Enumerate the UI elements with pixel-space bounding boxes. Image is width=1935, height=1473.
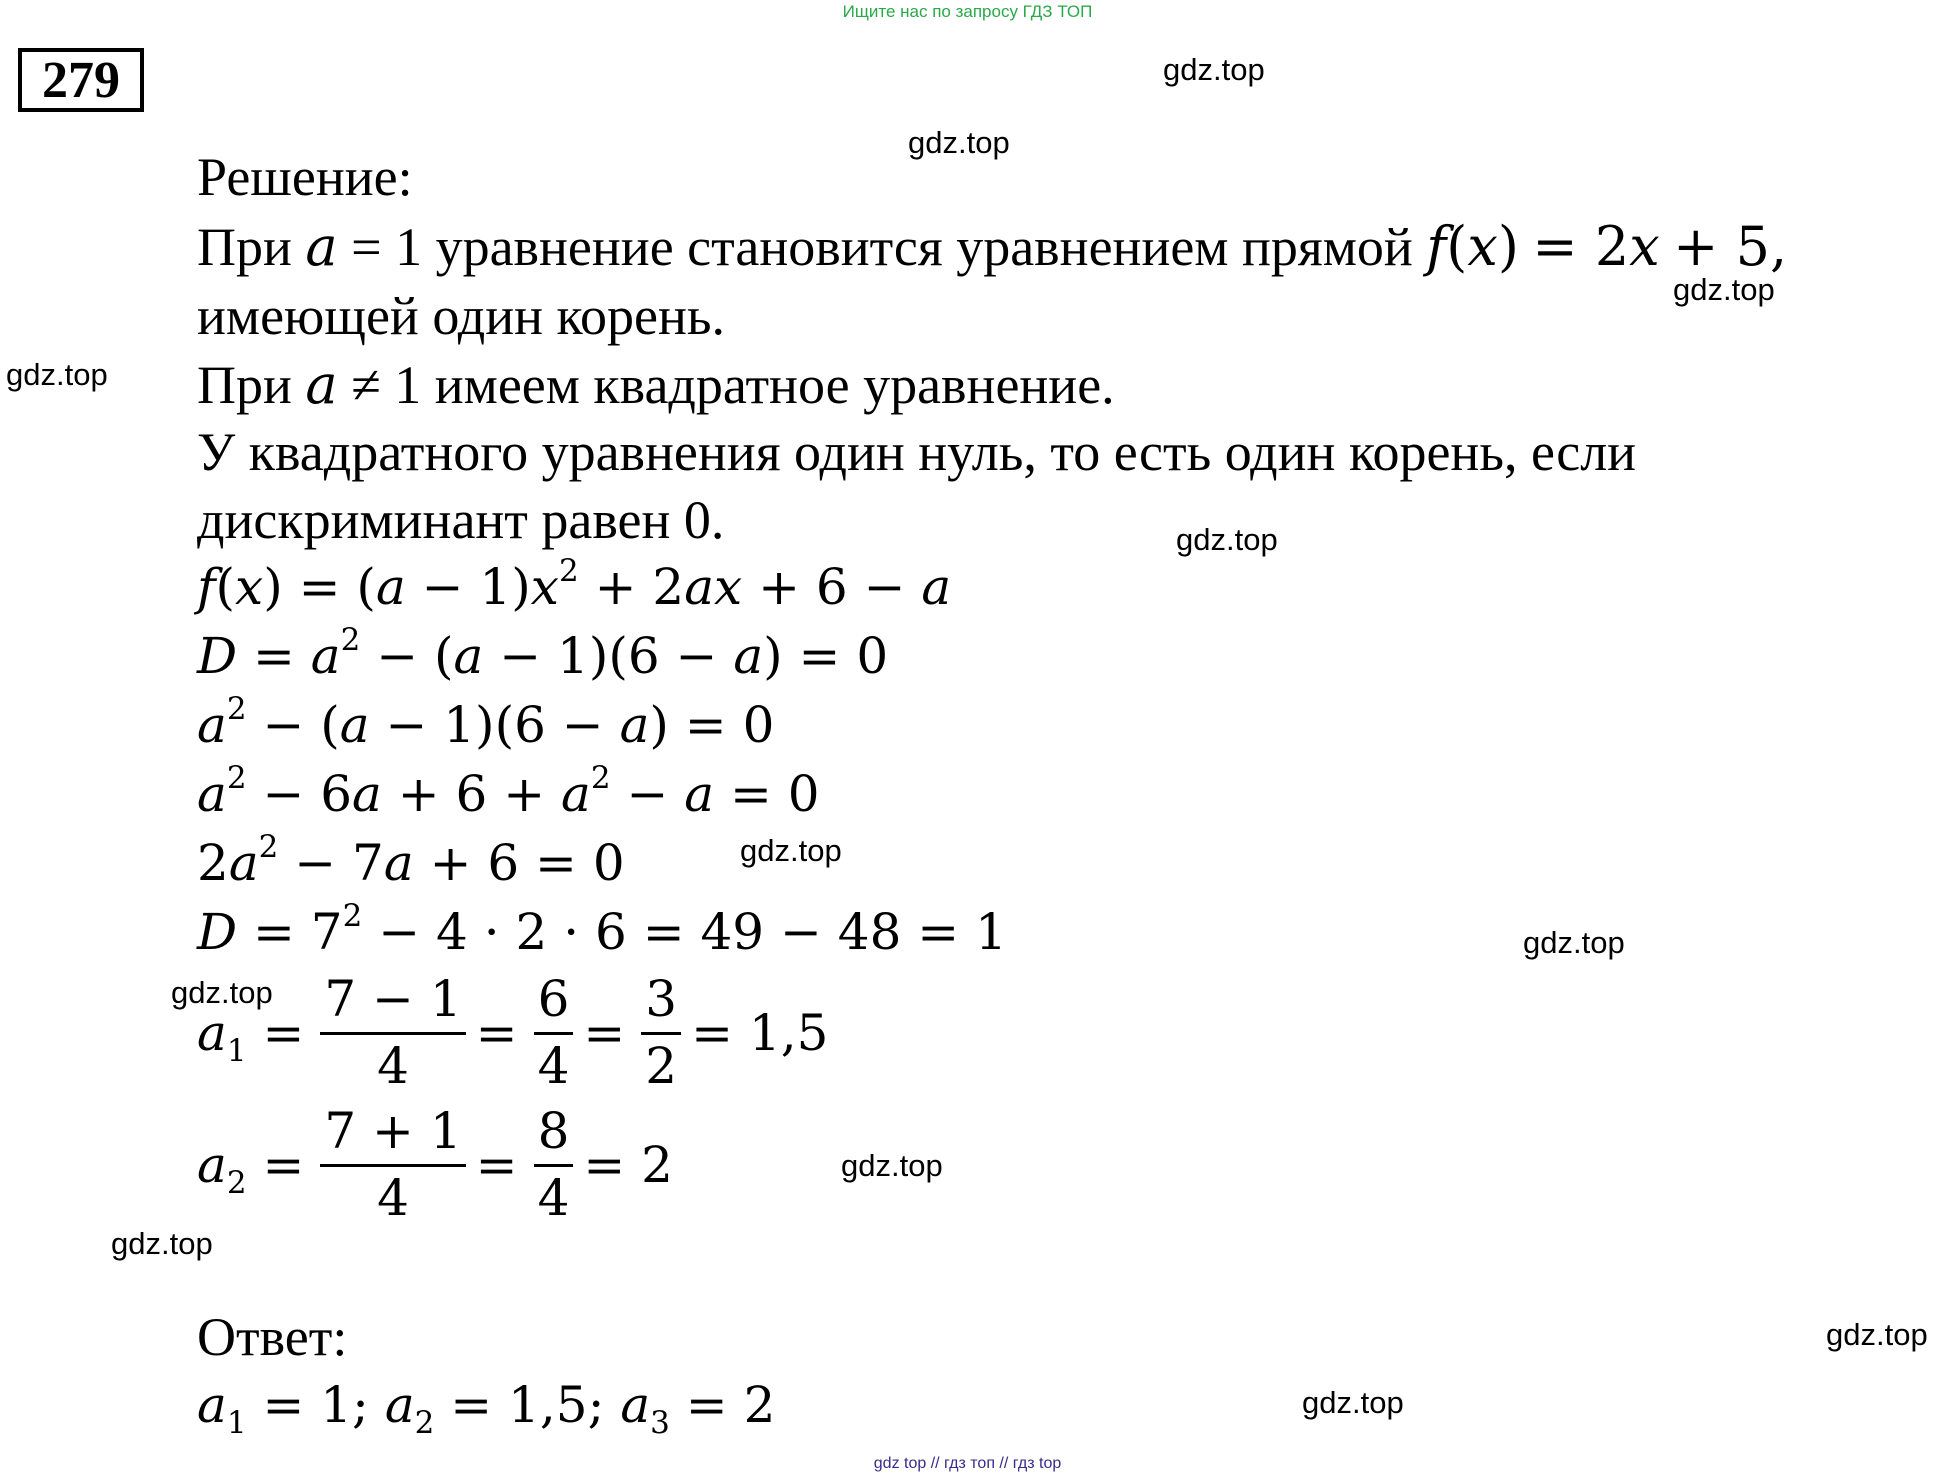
fraction: $\frac{3}{2}$ (641, 970, 681, 1095)
watermark: gdz.top (111, 1226, 213, 1261)
watermark: gdz.top (1176, 522, 1278, 557)
fraction: $\frac{6}{4}$ (534, 970, 574, 1095)
watermark: gdz.top (1826, 1317, 1928, 1352)
text: + 5, (1673, 215, 1788, 278)
text: При (197, 355, 292, 415)
watermark: gdz.top (740, 833, 842, 868)
equation-quadratic: $2a^2 - 7a + 6 = 0$ (197, 828, 625, 892)
watermark: gdz.top (171, 975, 273, 1010)
var-a: a (305, 215, 338, 278)
equation-discriminant-2: $a^2 - (a - 1)(6 - a) = 0$ (197, 690, 775, 754)
answer-values: $a_1 = 1$; $a_2 = 1,5$; $a_3 = 2$ (197, 1376, 776, 1441)
fraction: $\frac{8}{4}$ (534, 1102, 574, 1227)
var-x: x (1629, 215, 1660, 278)
function-fx: f(x) (1426, 215, 1519, 278)
answer-a3: = 2 (685, 1376, 776, 1434)
solution-heading: Решение: (197, 147, 413, 207)
watermark: gdz.top (1673, 272, 1775, 307)
solution-line-4: У квадратного уравнения один нуль, то есть один корень, если (197, 422, 1637, 482)
fraction: $\frac{7 - 1}{4}$ (320, 970, 465, 1095)
solution-line-5: дискриминант равен 0. (197, 490, 725, 550)
equation-discriminant-1: $D = a^2 - (a - 1)(6 - a) = 0$ (197, 621, 889, 685)
answer-a2: = 1,5; (450, 1376, 605, 1434)
solution-line-2: имеющей один корень. (197, 286, 726, 346)
equation-root-a1: $a_1$ = $\frac{7 - 1}{4}$ = $\frac{6}{4}$ = $\frac{3}{2}$ = 1,5 (197, 970, 829, 1095)
equation-discriminant-value: $D = 7^2 - 4 \cdot 2 \cdot 6 = 49 - 48 = 1$ (197, 897, 1007, 961)
watermark: gdz.top (1163, 52, 1265, 87)
watermark: gdz.top (841, 1148, 943, 1183)
bottom-banner: gdz top // гдз топ // гдз top (873, 1455, 1062, 1472)
fraction: $\frac{7 + 1}{4}$ (320, 1102, 465, 1227)
text: При (197, 217, 292, 277)
solution-line-1 (197, 215, 1787, 278)
text: = 1 уравнение становится уравнением прямой (351, 217, 1413, 277)
equation-fx: $f(x) = (a - 1)x^2 + 2ax + 6 - a$ (197, 552, 952, 616)
watermark: gdz.top (6, 357, 108, 392)
answer-a1: = 1; (262, 1376, 369, 1434)
text: ≠ 1 имеем квадратное уравнение. (351, 355, 1115, 415)
answer-heading: Ответ: (197, 1307, 348, 1367)
watermark: gdz.top (1302, 1385, 1404, 1420)
watermark: gdz.top (1523, 925, 1625, 960)
problem-number: 279 (18, 48, 144, 112)
equation-expanded: $a^2 - 6a + 6 + a^2 - a = 0$ (197, 759, 820, 823)
top-banner: Ищите нас по запросу ГДЗ ТОП (842, 2, 1093, 21)
solution-line-3 (197, 353, 1115, 416)
text: = 2 (1532, 215, 1630, 278)
var-a: a (305, 353, 338, 416)
equation-root-a2: $a_2$ = $\frac{7 + 1}{4}$ = $\frac{8}{4}$ = 2 (197, 1102, 673, 1227)
watermark: gdz.top (908, 125, 1010, 160)
